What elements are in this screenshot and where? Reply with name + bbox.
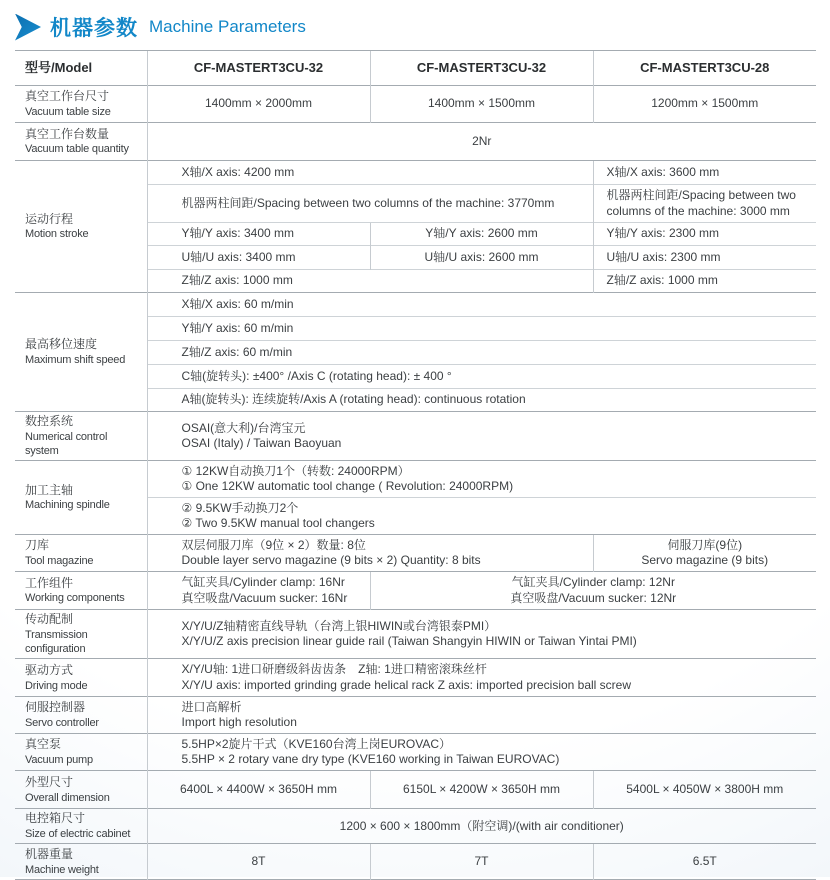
table-row-servo bbox=[15, 697, 816, 734]
page-title-zh: 机器参数 bbox=[50, 17, 138, 40]
speed-y: Y轴/Y axis: 60 m/min bbox=[147, 317, 816, 341]
model-col-3: CF-MASTERT3CU-28 bbox=[593, 51, 816, 86]
table-row-nc bbox=[15, 412, 816, 461]
row-label-spindle: 加工主轴 Machining spindle bbox=[15, 461, 147, 535]
pump-value: 5.5HP×2旋片干式（KVE160台湾上岗EUROVAC） 5.5HP × 2 rotary vane dry type (KVE160 working in Taiwan EUROVAC) bbox=[147, 734, 816, 771]
page-title-en: Machine Parameters bbox=[149, 17, 306, 36]
weight-3: 6.5T bbox=[593, 844, 816, 880]
spindle-value-2: ② 9.5KW手动换刀2个 ② Two 9.5KW manual tool changers bbox=[147, 498, 816, 535]
row-label-cabinet: 电控箱尺寸 Size of electric cabinet bbox=[15, 809, 147, 844]
dimension-1: 6400L × 4400W × 3650H mm bbox=[147, 771, 370, 809]
vacuum-size-2: 1400mm × 1500mm bbox=[370, 86, 593, 123]
model-col-1: CF-MASTERT3CU-32 bbox=[147, 51, 370, 86]
row-label-servo: 伺服控制器 Servo controller bbox=[15, 697, 147, 734]
table-row-model bbox=[15, 51, 816, 86]
motion-spacing-3: 机器两柱间距/Spacing between two columns of the machine: 3000 mm bbox=[593, 185, 816, 223]
table-row-transmission bbox=[15, 610, 816, 659]
magazine-main: 双层伺服刀库（9位 × 2）数量: 8位 Double layer servo magazine (9 bits × 2) Quantity: 8 bits bbox=[147, 535, 593, 572]
dimension-3: 5400L × 4050W × 3800H mm bbox=[593, 771, 816, 809]
motion-spacing-12: 机器两柱间距/Spacing between two columns of the machine: 3770mm bbox=[147, 185, 593, 223]
vacuum-qty-value: 2Nr bbox=[147, 123, 816, 161]
motion-y-3: Y轴/Y axis: 2300 mm bbox=[593, 223, 816, 246]
row-label-motion: 运动行程 Motion stroke bbox=[15, 161, 147, 293]
motion-z-12: Z轴/Z axis: 1000 mm bbox=[147, 270, 593, 293]
section-header bbox=[15, 10, 816, 44]
table-row-dimension bbox=[15, 771, 816, 809]
vacuum-size-1: 1400mm × 2000mm bbox=[147, 86, 370, 123]
working-col-1: 气缸夹具/Cylinder clamp: 16Nr 真空吸盘/Vacuum sucker: 16Nr bbox=[147, 572, 370, 610]
weight-1: 8T bbox=[147, 844, 370, 880]
speed-x: X轴/X axis: 60 m/min bbox=[147, 293, 816, 317]
magazine-alt: 伺服刀库(9位) Servo magazine (9 bits) bbox=[593, 535, 816, 572]
speed-a: A轴(旋转头): 连续旋转/Axis A (rotating head): continuous rotation bbox=[147, 389, 816, 412]
table-row-spindle-1 bbox=[15, 461, 816, 498]
nc-value: OSAI(意大利)/台湾宝元 OSAI (Italy) / Taiwan Baoyuan bbox=[147, 412, 816, 461]
row-label-magazine: 刀库 Tool magazine bbox=[15, 535, 147, 572]
motion-x-3: X轴/X axis: 3600 mm bbox=[593, 161, 816, 185]
weight-2: 7T bbox=[370, 844, 593, 880]
row-label-driving: 驱动方式 Driving mode bbox=[15, 659, 147, 697]
row-label-dimension: 外型尺寸 Overall dimension bbox=[15, 771, 147, 809]
spindle-value-1: ① 12KW自动换刀1个（转数: 24000RPM） ① One 12KW automatic tool change ( Revolution: 24000RPM) bbox=[147, 461, 816, 498]
table-row-weight bbox=[15, 844, 816, 880]
machine-parameters-table bbox=[15, 50, 816, 880]
row-label-vacuum-size: 真空工作台尺寸 Vacuum table size bbox=[15, 86, 147, 123]
motion-u-3: U轴/U axis: 2300 mm bbox=[593, 246, 816, 270]
cabinet-value: 1200 × 600 × 1800mm（附空调)/(with air conditioner) bbox=[147, 809, 816, 844]
table-row-cabinet bbox=[15, 809, 816, 844]
row-label-pump: 真空泵 Vacuum pump bbox=[15, 734, 147, 771]
table-row-vacuum-size bbox=[15, 86, 816, 123]
motion-x-12: X轴/X axis: 4200 mm bbox=[147, 161, 593, 185]
vacuum-size-3: 1200mm × 1500mm bbox=[593, 86, 816, 123]
row-label-weight: 机器重量 Machine weight bbox=[15, 844, 147, 880]
row-label-working: 工作组件 Working components bbox=[15, 572, 147, 610]
table-row-speed-x bbox=[15, 293, 816, 317]
table-row-motion-x bbox=[15, 161, 816, 185]
table-row-magazine bbox=[15, 535, 816, 572]
section-arrow-icon bbox=[15, 14, 41, 41]
motion-z-3: Z轴/Z axis: 1000 mm bbox=[593, 270, 816, 293]
row-label-nc: 数控系统 Numerical control system bbox=[15, 412, 147, 461]
motion-u-1: U轴/U axis: 3400 mm bbox=[147, 246, 370, 270]
table-row-pump bbox=[15, 734, 816, 771]
speed-c: C轴(旋转头): ±400° /Axis C (rotating head): ± 400 ° bbox=[147, 365, 816, 389]
speed-z: Z轴/Z axis: 60 m/min bbox=[147, 341, 816, 365]
model-col-2: CF-MASTERT3CU-32 bbox=[370, 51, 593, 86]
dimension-2: 6150L × 4200W × 3650H mm bbox=[370, 771, 593, 809]
row-label-transmission: 传动配制 Transmission configuration bbox=[15, 610, 147, 659]
driving-value: X/Y/U轴: 1进口研磨级斜齿齿条 Z轴: 1进口精密滚珠丝杆 X/Y/U axis: imported grinding grade helical rack Z axis: imported precision ball screw bbox=[147, 659, 816, 697]
motion-y-2: Y轴/Y axis: 2600 mm bbox=[370, 223, 593, 246]
servo-value: 进口高解析 Import high resolution bbox=[147, 697, 816, 734]
table-row-driving bbox=[15, 659, 816, 697]
row-label-speed: 最高移位速度 Maximum shift speed bbox=[15, 293, 147, 412]
motion-y-1: Y轴/Y axis: 3400 mm bbox=[147, 223, 370, 246]
transmission-value: X/Y/U/Z轴精密直线导轨（台湾上银HIWIN或台湾银泰PMI） X/Y/U/Z axis precision linear guide rail (Taiwan Shangyin HIWIN or Taiwan Yintai PMI) bbox=[147, 610, 816, 659]
row-label-model: 型号/Model bbox=[15, 51, 147, 86]
working-col-23: 气缸夹具/Cylinder clamp: 12Nr 真空吸盘/Vacuum sucker: 12Nr bbox=[370, 572, 816, 610]
table-row-vacuum-qty bbox=[15, 123, 816, 161]
table-row-working bbox=[15, 572, 816, 610]
motion-u-2: U轴/U axis: 2600 mm bbox=[370, 246, 593, 270]
row-label-vacuum-qty: 真空工作台数量 Vacuum table quantity bbox=[15, 123, 147, 161]
